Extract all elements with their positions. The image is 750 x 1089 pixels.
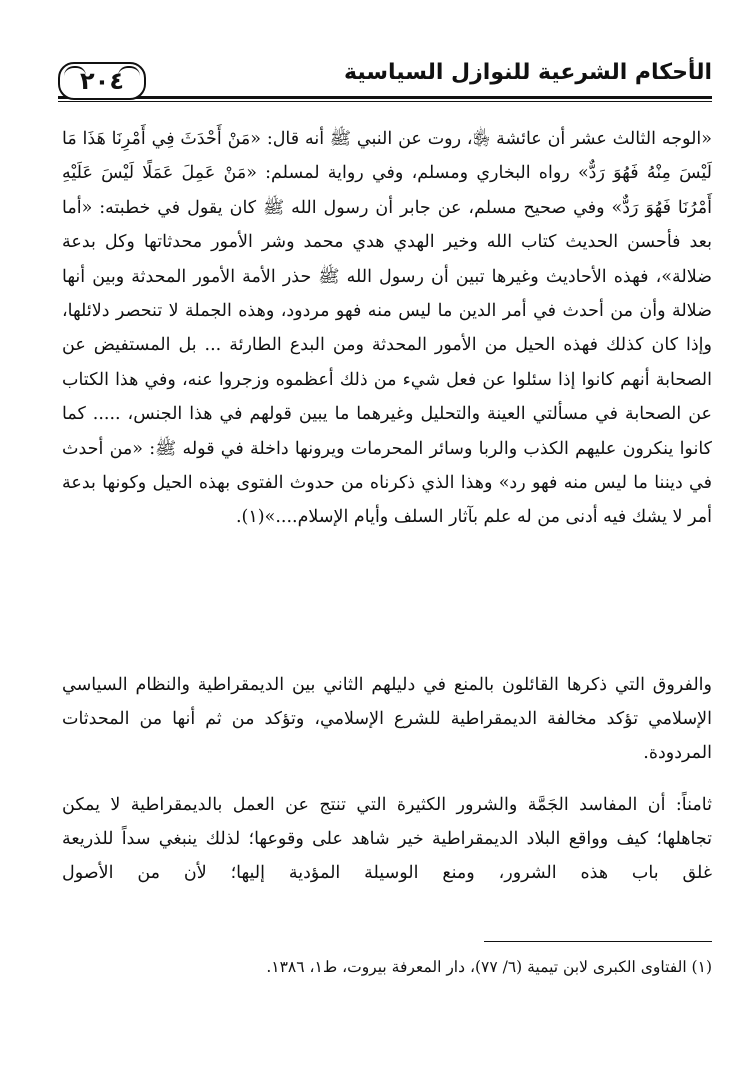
paragraph-eighth: ثامناً: أن المفاسد الجَمَّة والشرور الكثيرة التي تنتج عن العمل بالديمقراطية لا يمكن تجاهلها؛ كيف وواقع البلاد الديمقراطية خير شاهد على وقوعها؛ لذلك ينبغي سداً للذريعة غلق باب هذه الشرور، ومنع الوسيلة المؤدية إليها؛ لأن من الأصول bbox=[62, 795, 712, 883]
ornament-icon bbox=[118, 66, 140, 80]
ornament-icon bbox=[64, 66, 86, 80]
footnote-separator bbox=[484, 941, 712, 942]
page-number-frame bbox=[58, 62, 146, 100]
page-header bbox=[58, 52, 712, 104]
header-rule-thin bbox=[58, 101, 712, 102]
paragraph-quote: «الوجه الثالث عشر أن عائشة ﵂، روت عن النبي ﷺ أنه قال: «مَنْ أَحْدَثَ فِي أَمْرِنَا هَذَا مَا لَيْسَ مِنْهُ فَهُوَ رَدٌّ» رواه البخاري ومسلم، وفي رواية لمسلم: «مَنْ عَمِلَ عَمَلًا لَيْسَ عَلَيْهِ أَمْرُنَا فَهُوَ رَدٌّ» وفي صحيح مسلم، عن جابر أن رسول الله ﷺ كان يقول في خطبته: «أما بعد فأحسن الحديث كتاب الله وخير الهدي هدي محمد وشر الأمور محدثاتها وكل بدعة ضلالة»، فهذه الأحاديث وغيرها تبين أن رسول الله ﷺ حذر الأمة الأمور المحدثة وبين أنها ضلالة وأن من أحدث في أمر الدين ما ليس منه فهو مردود، وهذه الجملة لا تنحصر دلائلها، وإذا كان كذلك فهذه الحيل من الأمور المحدثة ومن البدع الطارئة ... بل المستفيض عن الصحابة أنهم كانوا إذا سئلوا عن فعل شيء من ذلك أعظموه وزجروا عنه، وفي هذا الكتاب عن الصحابة في مسألتي العينة والتحليل وغيرهما ما يبين قولهم في هذا الجنس، ..... كما كانوا ينكرون عليهم الكذب والربا وسائر المحرمات ويرونها داخلة في قوله ﷺ: «من أحدث في ديننا ما ليس منه فهو رد» وهذا الذي ذكرناه من حدوث الفتوى بهذه الحيل وكونها بدعة أمر لا يشك فيه أدنى من له علم بآثار السلف وأيام الإسلام....»(١). bbox=[62, 129, 712, 528]
footnote: (١) الفتاوى الكبرى لابن تيمية (٦/ ٧٧)، دار المعرفة بيروت، ط١، ١٣٨٦. bbox=[266, 958, 712, 976]
paragraph-differences: والفروق التي ذكرها القائلون بالمنع في دليلهم الثاني بين الديمقراطية والنظام السياسي الإسلامي تؤكد مخالفة الديمقراطية للشرع الإسلامي، وتؤكد من ثم أنها من المحدثات المردودة. bbox=[62, 675, 712, 763]
page-number: ٢٠٤ bbox=[80, 67, 124, 95]
running-title: الأحكام الشرعية للنوازل السياسية bbox=[344, 60, 712, 85]
header-rule-thick bbox=[58, 96, 712, 99]
